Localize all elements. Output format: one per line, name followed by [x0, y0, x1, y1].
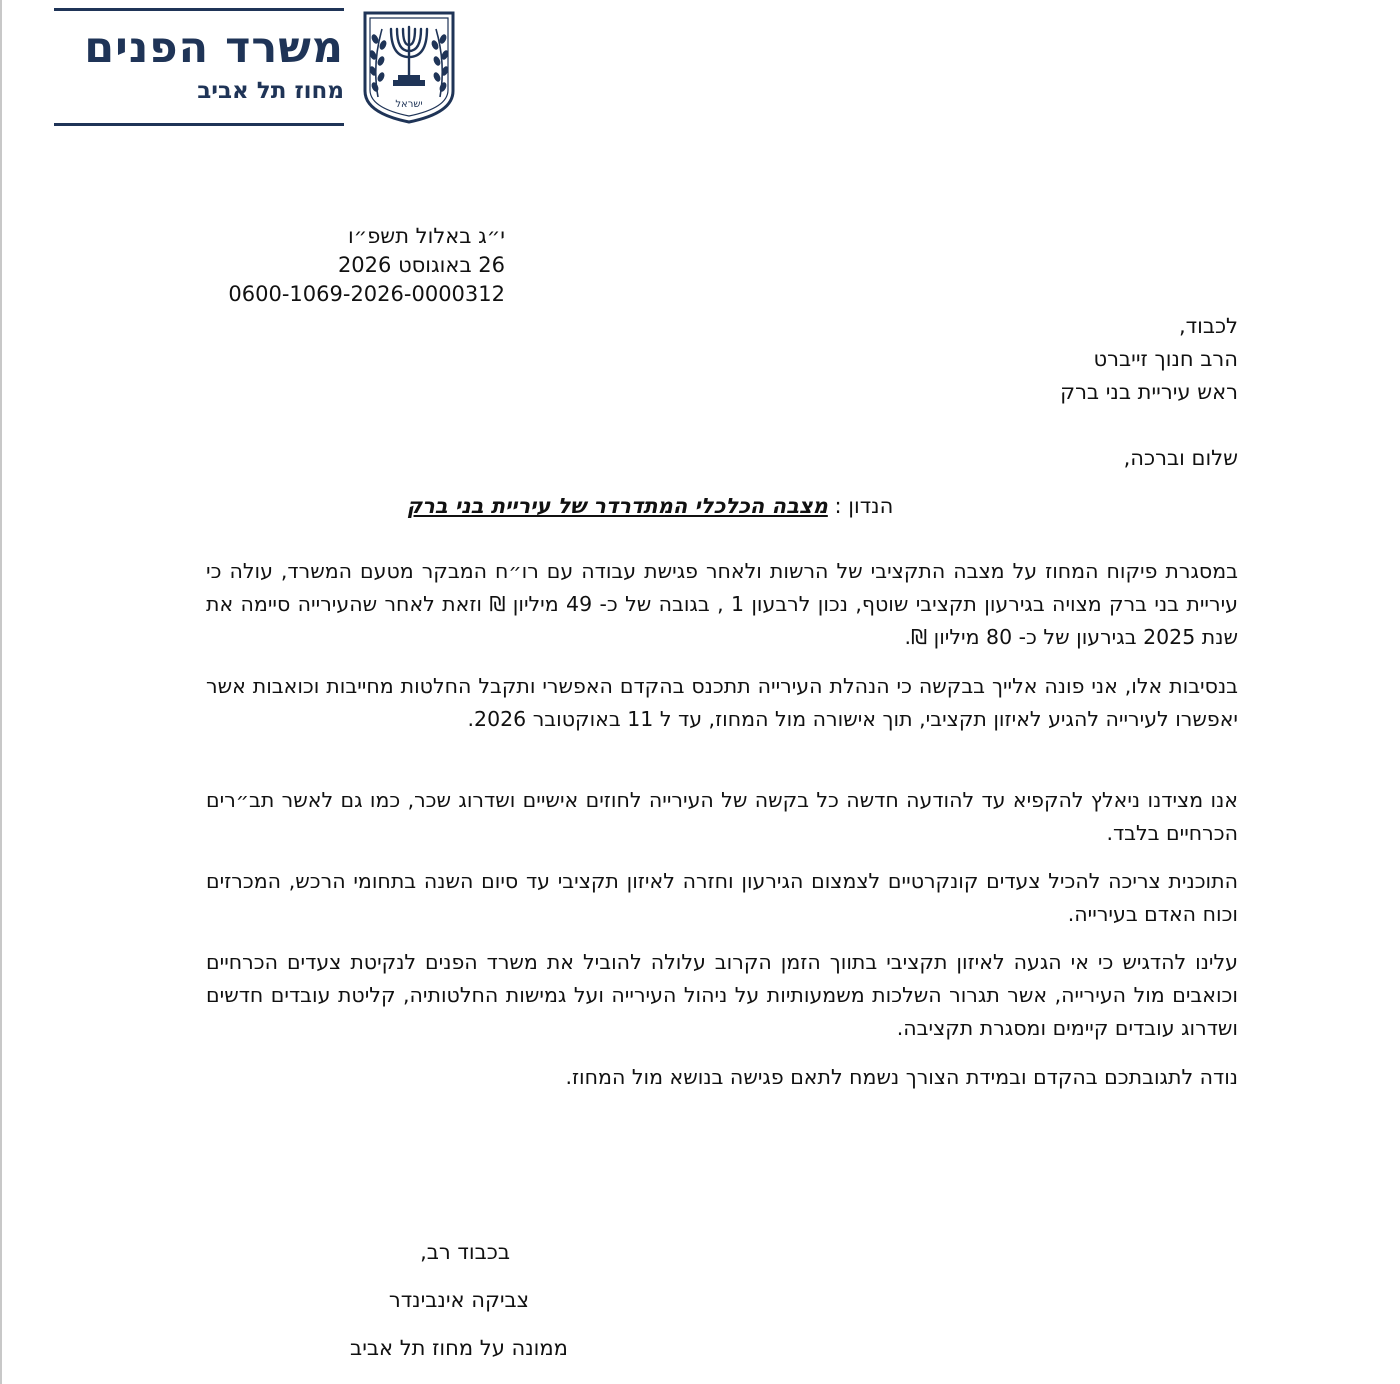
- body-paragraph-5: עלינו להדגיש כי אי הגעה לאיזון תקציבי בתווך הזמן הקרוב עלולה להוביל את משרד הפנים לנקיטת צעדים הכרחיים וכואבים מול העירייה, אשר תגרור השלכות משמעותיות על ניהול העירייה ועל גמישות החלטותיה, קליטת עובדים חדשים ושדרוג עובדים קיימים ומסגרת תקציבה.: [206, 950, 1238, 1040]
- recipient-name: הרב חנוך זייברט: [1093, 347, 1238, 371]
- gregorian-date: 26 באוגוסט 2026: [337, 253, 505, 277]
- body-paragraph-6: נודה לתגובתכם בהקדם ובמידת הצורך נשמח לתאם פגישה בנושא מול המחוז.: [565, 1065, 1238, 1089]
- body-paragraph-2: בנסיבות אלו, אני פונה אלייך בבקשה כי הנהלת העירייה תתכנס בהקדם האפשרי ותקבל החלטות מחייבות וכואבות אשר יאפשרו לעירייה להגיע לאיזון תקציבי, תוך אישורה מול המחוז, עד ל 11 באוקטובר 2026.: [206, 674, 1238, 731]
- emblem-text: ישראל: [395, 99, 423, 110]
- body-paragraph-1: במסגרת פיקוח המחוז על מצבה התקציבי של הרשות ולאחר פגישת עבודה עם רו״ח המבקר מטעם המשרד, עולה כי עיריית בני ברק מצויה בגירעון תקציבי שוטף, נכון לרבעון 1 , בגובה של כ- 49 מיליון ₪ וזאת לאחר שהעירייה סיימה את שנת 2025 בגירעון של כ- 80 מיליון ₪.: [206, 559, 1238, 649]
- recipient-title: ראש עיריית בני ברק: [1060, 380, 1238, 404]
- header-bottom-rule: [54, 123, 344, 126]
- greeting: שלום וברכה,: [1123, 446, 1238, 470]
- subject-label: הנדון :: [834, 494, 894, 518]
- signature-closing: בכבוד רב,: [420, 1240, 510, 1264]
- header-top-rule: [54, 8, 344, 11]
- subject-title: מצבה הכלכלי המתדרדר של עיריית בני ברק: [406, 494, 828, 518]
- body-paragraph-3: אנו מצידנו ניאלץ להקפיא עד להודעה חדשה כל בקשה של העירייה לחוזים אישיים ושדרוג שכר, כמו גם לאשר תב״רים הכרחיים בלבד.: [206, 788, 1238, 845]
- ministry-name: משרד הפנים: [84, 23, 344, 73]
- recipient-salutation: לכבוד,: [1178, 314, 1238, 338]
- district-name: מחוז תל אביב: [197, 78, 344, 104]
- body-paragraph-4: התוכנית צריכה להכיל צעדים קונקרטיים לצמצום הגירעון וחזרה לאיזון תקציבי עד סיום השנה בתחומי הרכש, המכרזים וכוח האדם בעירייה.: [206, 869, 1238, 926]
- recipient-block: [900, 310, 1238, 409]
- state-emblem-icon: [360, 9, 458, 125]
- signature-name: צביקה אינבינדר: [388, 1288, 530, 1312]
- page-edge: [0, 0, 2, 1384]
- reference-number: 0600-1069-2026-0000312: [228, 282, 505, 306]
- signature-title: ממונה על מחוז תל אביב: [350, 1336, 568, 1360]
- hebrew-date: י״ג באלול תשפ״ו: [347, 224, 505, 248]
- subject-line: [300, 490, 1000, 523]
- date-block: [205, 222, 505, 309]
